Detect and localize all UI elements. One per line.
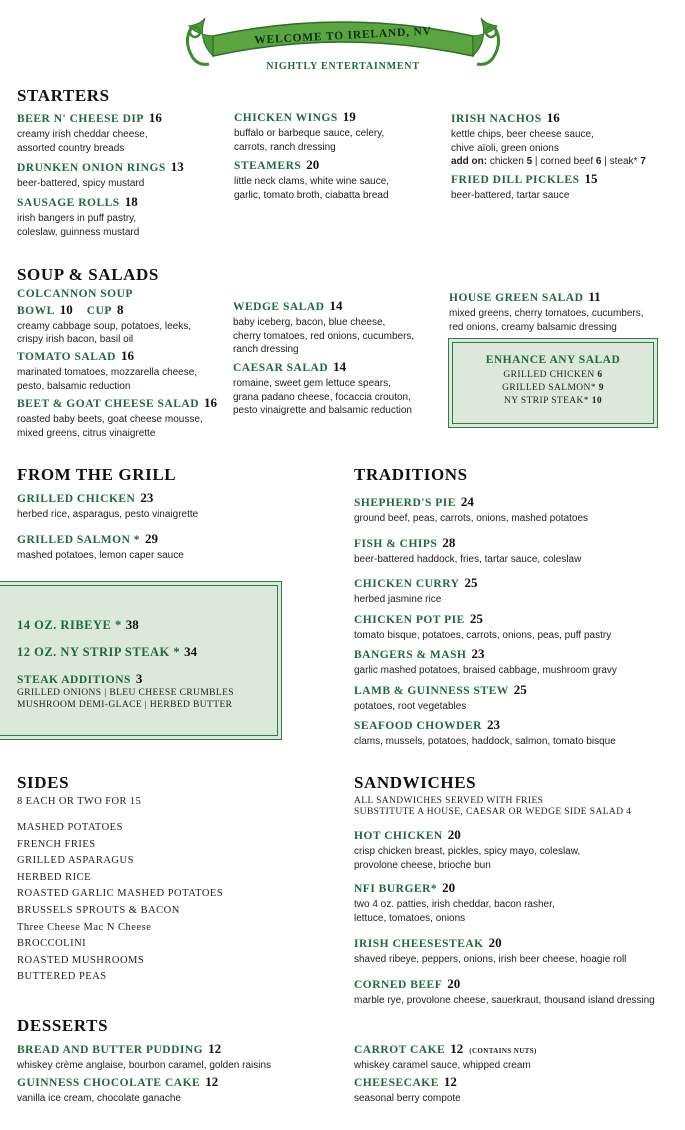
item-name: NFI BURGER* bbox=[354, 883, 438, 895]
item-desc: crisp chicken breast, pickles, spicy mayo, coleslaw, provolone cheese, brioche bun bbox=[354, 846, 581, 871]
item-price: 20 bbox=[447, 827, 461, 842]
bowl-price: 10 bbox=[59, 301, 73, 317]
menu-item-onion-rings bbox=[17, 159, 184, 191]
enhance-option: GRILLED CHICKEN 6 bbox=[503, 370, 603, 380]
item-price: 20 bbox=[442, 880, 456, 895]
item-name: STEAK ADDITIONS bbox=[17, 674, 131, 686]
item-price: 16 bbox=[120, 348, 134, 363]
menu-item-irish-nachos bbox=[451, 110, 646, 169]
menu-item-grilled-chicken bbox=[17, 490, 198, 522]
item-desc: tomato bisque, potatoes, carrots, onions, peas, puff pastry bbox=[354, 630, 612, 641]
item-name: CHICKEN CURRY bbox=[354, 578, 460, 590]
side-item: MASHED POTATOES bbox=[17, 822, 123, 833]
item-desc: baby iceberg, bacon, blue cheese, cherry tomatoes, red onions, cucumbers, ranch dressing bbox=[233, 317, 415, 355]
item-price: 14 bbox=[333, 359, 347, 374]
item-price: 16 bbox=[148, 110, 162, 125]
item-desc: creamy irish cheddar cheese, assorted country breads bbox=[17, 129, 148, 154]
item-name: FRIED DILL PICKLES bbox=[451, 174, 580, 186]
item-desc: marinated tomatoes, mozzarella cheese, pesto, balsamic reduction bbox=[17, 367, 198, 392]
traditions-heading: TRADITIONS bbox=[354, 465, 468, 484]
item-name: BREAD AND BUTTER PUDDING bbox=[17, 1044, 204, 1056]
item-desc: marble rye, provolone cheese, sauerkraut, thousand island dressing bbox=[354, 995, 655, 1006]
menu-item-colcannon-soup bbox=[17, 289, 191, 347]
item-name: BANGERS & MASH bbox=[354, 649, 467, 661]
item-desc: vanilla ice cream, chocolate ganache bbox=[17, 1093, 181, 1104]
item-name: SEAFOOD CHOWDER bbox=[354, 720, 482, 732]
item-name: TOMATO SALAD bbox=[17, 351, 116, 363]
item-desc: ground beef, peas, carrots, onions, mashed potatoes bbox=[354, 513, 589, 524]
desserts-heading: DESSERTS bbox=[17, 1016, 109, 1035]
side-item: ROASTED GARLIC MASHED POTATOES bbox=[17, 888, 224, 900]
item-name: BEER N' CHEESE DIP bbox=[17, 113, 144, 125]
item-price: 25 bbox=[513, 682, 527, 697]
nuts-note: (CONTAINS NUTS) bbox=[469, 1047, 537, 1055]
item-name: STEAMERS bbox=[234, 160, 302, 172]
item-name: HOT CHICKEN bbox=[354, 830, 443, 842]
item-price: 20 bbox=[447, 976, 461, 991]
item-price: 28 bbox=[442, 535, 456, 550]
item-name: CORNED BEEF bbox=[354, 979, 443, 991]
item-desc: buffalo or barbeque sauce, celery, carrots, ranch dressing bbox=[234, 128, 385, 153]
menu-item-seafood-chowder bbox=[354, 717, 616, 749]
item-name: BEET & GOAT CHEESE SALAD bbox=[17, 398, 199, 410]
sides-pricing: 8 EACH OR TWO FOR 15 bbox=[17, 796, 142, 807]
menu-item-steamers bbox=[234, 157, 389, 202]
item-price: 18 bbox=[124, 194, 138, 209]
item-desc: roasted baby beets, goat cheese mousse, mixed greens, citrus vinaigrette bbox=[17, 414, 203, 439]
menu-item-bangers-mash bbox=[354, 646, 617, 678]
item-price: 20 bbox=[488, 935, 502, 950]
item-price: 12 bbox=[450, 1041, 464, 1056]
item-price: 25 bbox=[464, 575, 478, 590]
item-desc: clams, mussels, potatoes, haddock, salmon, tomato bisque bbox=[354, 736, 616, 747]
welcome-banner bbox=[183, 12, 503, 80]
nachos-addons: add on: chicken 5 | corned beef 6 | steak* 7 bbox=[451, 156, 646, 167]
item-price: 24 bbox=[460, 494, 474, 509]
item-desc: mixed greens, cherry tomatoes, cucumbers, red onions, creamy balsamic dressing bbox=[449, 308, 644, 333]
item-name: FISH & CHIPS bbox=[354, 538, 438, 550]
item-name: HOUSE GREEN SALAD bbox=[449, 292, 584, 304]
item-desc: romaine, sweet gem lettuce spears, grana padano cheese, focaccia crouton, pesto vinaigrette and balsamic reduction bbox=[233, 378, 412, 416]
additions-line: MUSHROOM DEMI-GLACE | HERBED BUTTER bbox=[17, 699, 233, 710]
sides-list bbox=[17, 822, 223, 988]
menu-item-beet-salad bbox=[17, 395, 217, 440]
item-name: DRUNKEN ONION RINGS bbox=[17, 162, 166, 174]
item-price: 16 bbox=[204, 395, 217, 410]
side-item: BROCCOLINI bbox=[17, 938, 87, 950]
item-name: IRISH CHEESESTEAK bbox=[354, 938, 484, 950]
item-name: WEDGE SALAD bbox=[233, 301, 325, 313]
item-desc: shaved ribeye, peppers, onions, irish beer cheese, hoagie roll bbox=[354, 954, 627, 965]
item-desc: beer-battered, spicy mustard bbox=[17, 178, 145, 189]
cup-price: 8 bbox=[116, 301, 124, 317]
steak-box bbox=[0, 581, 282, 740]
menu-item-lamb-stew bbox=[354, 682, 527, 714]
menu-item-beer-cheese-dip bbox=[17, 110, 162, 155]
grill-heading: FROM THE GRILL bbox=[17, 465, 177, 484]
menu-item-tomato-salad bbox=[17, 348, 197, 393]
item-price: 12 bbox=[443, 1074, 457, 1089]
menu-item-dill-pickles bbox=[451, 171, 598, 203]
enhance-option: NY STRIP STEAK* 10 bbox=[503, 396, 603, 406]
item-price: 14 bbox=[329, 298, 343, 313]
banner-subtitle: NIGHTLY ENTERTAINMENT bbox=[266, 61, 420, 72]
side-item: GRILLED ASPARAGUS bbox=[17, 855, 134, 867]
item-desc: whiskey caramel sauce, whipped cream bbox=[354, 1060, 531, 1071]
cup-label: CUP bbox=[86, 304, 112, 317]
item-price: 20 bbox=[306, 157, 320, 172]
soup-salads-heading: SOUP & SALADS bbox=[17, 265, 159, 284]
item-name: COLCANNON SOUP bbox=[17, 288, 133, 300]
additions-line: GRILLED ONIONS | BLEU CHEESE CRUMBLES bbox=[17, 688, 234, 698]
item-desc: beer-battered, tartar sauce bbox=[451, 190, 570, 201]
menu-item-sausage-rolls bbox=[17, 194, 139, 239]
menu-item-corned-beef bbox=[354, 976, 655, 1008]
enhance-title: ENHANCE ANY SALAD bbox=[485, 354, 621, 366]
menu-item-chicken-wings bbox=[234, 109, 384, 154]
menu-item-bread-pudding bbox=[17, 1041, 271, 1073]
item-price: 13 bbox=[170, 159, 184, 174]
item-name: SAUSAGE ROLLS bbox=[17, 197, 120, 209]
menu-item-chicken-pot-pie bbox=[354, 611, 611, 643]
menu-item-ny-strip bbox=[17, 644, 197, 660]
menu-item-chicken-curry bbox=[354, 575, 477, 607]
sandwiches-note: ALL SANDWICHES SERVED WITH FRIES SUBSTITUTE A HOUSE, CAESAR OR WEDGE SIDE SALAD 4 bbox=[354, 796, 632, 817]
item-desc: irish bangers in puff pastry, coleslaw, guinness mustard bbox=[17, 213, 140, 238]
menu-item-carrot-cake bbox=[354, 1041, 537, 1073]
menu-item-grilled-salmon bbox=[17, 531, 184, 563]
item-price: 16 bbox=[546, 110, 560, 125]
menu-item-guinness-cake bbox=[17, 1074, 218, 1106]
item-price: 12 bbox=[208, 1041, 222, 1056]
item-name: CHICKEN WINGS bbox=[234, 112, 338, 124]
side-item: HERBED RICE bbox=[17, 871, 92, 883]
item-desc: garlic mashed potatoes, braised cabbage, mushroom gravy bbox=[354, 665, 617, 676]
item-price: 23 bbox=[140, 490, 154, 505]
menu-item-wedge-salad bbox=[233, 298, 414, 357]
item-name: GUINNESS CHOCOLATE CAKE bbox=[17, 1077, 201, 1089]
banner-title: WELCOME TO IRELAND, NV bbox=[254, 25, 432, 47]
item-desc: beer-battered haddock, fries, tartar sauce, coleslaw bbox=[354, 554, 582, 565]
item-name: CARROT CAKE bbox=[354, 1044, 446, 1056]
item-desc: creamy cabbage soup, potatoes, leeks, crispy irish bacon, basil oil bbox=[17, 320, 191, 345]
enhance-option: GRILLED SALMON* 9 bbox=[502, 383, 604, 393]
side-item: Three Cheese Mac N Cheese bbox=[17, 921, 152, 933]
item-price: 15 bbox=[584, 171, 598, 186]
menu-item-caesar-salad bbox=[233, 359, 412, 418]
bowl-label: BOWL bbox=[17, 304, 55, 317]
sides-heading: SIDES bbox=[17, 773, 70, 792]
item-price: 11 bbox=[588, 289, 601, 304]
menu-item-house-salad bbox=[449, 289, 644, 334]
item-name: IRISH NACHOS bbox=[451, 113, 542, 125]
menu-item-nfi-burger bbox=[354, 880, 555, 925]
item-price: 34 bbox=[184, 644, 198, 659]
item-name: SHEPHERD'S PIE bbox=[354, 497, 456, 509]
menu-item-cheesecake bbox=[354, 1074, 461, 1106]
item-name: CAESAR SALAD bbox=[233, 362, 329, 374]
item-price: 23 bbox=[486, 717, 500, 732]
side-item: FRENCH FRIES bbox=[17, 838, 96, 850]
menu-item-ribeye bbox=[17, 617, 139, 633]
menu-item-hot-chicken bbox=[354, 827, 580, 872]
side-item: BUTTERED PEAS bbox=[17, 971, 107, 983]
item-price: 3 bbox=[135, 671, 143, 686]
item-name: CHICKEN POT PIE bbox=[354, 614, 465, 626]
item-price: 19 bbox=[342, 109, 356, 124]
item-name: GRILLED CHICKEN bbox=[17, 493, 136, 505]
item-name: GRILLED SALMON * bbox=[17, 534, 141, 546]
side-item: BRUSSELS SPROUTS & BACON bbox=[17, 904, 180, 916]
item-desc: mashed potatoes, lemon caper sauce bbox=[17, 550, 184, 561]
item-desc: herbed rice, asparagus, pesto vinaigrette bbox=[17, 509, 199, 520]
steak-additions bbox=[17, 671, 234, 710]
item-price: 29 bbox=[145, 531, 159, 546]
item-desc: little neck clams, white wine sauce, garlic, tomato broth, ciabatta bread bbox=[234, 176, 390, 201]
item-price: 38 bbox=[125, 617, 139, 632]
sandwiches-heading: SANDWICHES bbox=[354, 773, 477, 792]
item-name: 14 OZ. RIBEYE * bbox=[17, 618, 122, 632]
item-price: 23 bbox=[471, 646, 485, 661]
item-desc: two 4 oz. patties, irish cheddar, bacon rasher, lettuce, tomatoes, onions bbox=[354, 899, 555, 924]
side-item: ROASTED MUSHROOMS bbox=[17, 954, 145, 966]
item-desc: herbed jasmine rice bbox=[354, 594, 442, 605]
menu-item-irish-cheesesteak bbox=[354, 935, 626, 967]
enhance-salad-box bbox=[448, 338, 658, 428]
starters-heading: STARTERS bbox=[17, 86, 110, 105]
item-desc: kettle chips, beer cheese sauce, chive aïoli, green onions add on: chicken 5 | corned beef 6 | steak* 7 bbox=[451, 129, 646, 167]
item-desc: potatoes, root vegetables bbox=[354, 701, 467, 712]
item-name: CHEESECAKE bbox=[354, 1077, 439, 1089]
menu-item-fish-chips bbox=[354, 535, 581, 567]
item-price: 12 bbox=[205, 1074, 219, 1089]
menu-item-shepherds-pie bbox=[354, 494, 588, 526]
item-name: 12 OZ. NY STRIP STEAK * bbox=[17, 645, 181, 659]
item-desc: seasonal berry compote bbox=[354, 1093, 461, 1104]
item-desc: whiskey crème anglaise, bourbon caramel, golden raisins bbox=[17, 1060, 272, 1071]
item-price: 25 bbox=[469, 611, 483, 626]
item-name: LAMB & GUINNESS STEW bbox=[354, 685, 509, 697]
